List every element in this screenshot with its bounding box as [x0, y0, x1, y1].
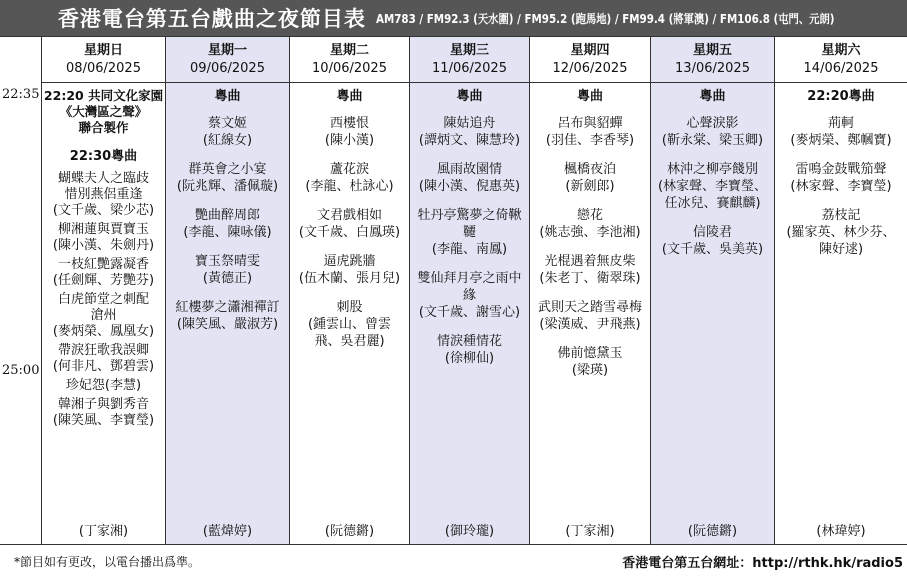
program-title: 陳姑追舟: [443, 116, 496, 131]
program-title: 蝴蝶夫人之臨歧惜別燕侶重逢: [57, 171, 149, 202]
genre-label: 粵曲: [456, 89, 483, 104]
day-date: 10/06/2025: [312, 60, 387, 76]
program-item: [53, 222, 154, 254]
day-column-3: [410, 37, 530, 545]
program-performers: (文千歲、謝雪心): [418, 305, 521, 320]
time-column: [0, 37, 42, 545]
program-performers: (文千歲、白鳳瑛): [298, 225, 401, 240]
program-title: 情淚種情花: [436, 334, 502, 349]
intro-time: 22:20 共同文化家園: [43, 88, 164, 103]
program-title: 紅樓夢之瀟湘禪訂: [175, 300, 280, 315]
day-programs: [775, 83, 907, 545]
program-performers: (任劍輝、芳艷芬): [52, 273, 155, 288]
title-bar: [0, 0, 907, 36]
program-item: [557, 345, 622, 379]
day-date: 08/06/2025: [66, 60, 141, 76]
program-performers: (徐柳仙): [444, 351, 495, 366]
host-name: (阮德鏘): [324, 524, 375, 539]
program-title: 逼虎跳牆: [323, 254, 376, 269]
program-item: [790, 161, 891, 195]
program-title: 刺股: [336, 300, 363, 315]
day-column-4: [530, 37, 651, 545]
day-column-6: [775, 37, 907, 545]
program-title: 戀花: [576, 208, 603, 223]
program-item: [539, 207, 640, 241]
program-title: 白虎節堂之刺配滄州: [57, 292, 149, 323]
program-title: 風雨故園情: [436, 162, 502, 177]
host-name: (林瑋婷): [816, 524, 866, 539]
program-performers: (文千歲、吳美英): [661, 242, 764, 257]
day-programs: [651, 83, 774, 545]
program-performers: (梁漢威、尹飛燕): [539, 317, 641, 332]
program-performers: (文千歲、梁少芯): [52, 203, 155, 218]
day-programs: [410, 83, 529, 545]
program-performers: (朱老丁、衛翠珠): [539, 271, 641, 286]
footer-note: *節目如有更改，以電台播出爲準。: [14, 555, 201, 569]
genre-label: 22:20粵曲: [807, 89, 875, 104]
day-header: [42, 37, 165, 83]
program-item: [175, 299, 279, 333]
program-performers: (李龍、南鳳): [431, 242, 508, 257]
genre-label: 粵曲: [336, 89, 363, 104]
program-item: [53, 257, 154, 289]
program-performers: (伍木蘭、張月兒): [298, 271, 401, 286]
program-performers: (梁瑛): [571, 363, 609, 378]
program-title: 心聲淚影: [686, 116, 739, 131]
day-column-2: [290, 37, 410, 545]
program-performers: (鍾雲山、曾雲飛、吳君麗): [307, 317, 392, 349]
program-title: 武則天之踏雪尋梅: [537, 300, 642, 315]
day-header: [166, 37, 289, 83]
program-item: [203, 115, 252, 149]
program-performers: (陳小漢、倪惠英): [418, 179, 521, 194]
host-name: (丁家湘): [565, 524, 615, 539]
genre-label: 粵曲: [576, 89, 603, 104]
host-name: (丁家湘): [78, 524, 129, 539]
program-item: [66, 378, 141, 394]
program-performers: (羅家英、林少芬、陳好逑): [786, 225, 896, 257]
day-date: 13/06/2025: [675, 60, 750, 76]
program-item: [53, 292, 155, 340]
genre-label: 粵曲: [699, 89, 726, 104]
program-performers: (黃德正): [202, 271, 253, 286]
program-item: [437, 333, 502, 367]
program-item: [325, 115, 374, 149]
program-performers: (林家聲、李寶瑩、任冰兒、賽麒麟): [657, 179, 768, 211]
program-title: 荔枝記: [821, 208, 861, 223]
program-title: 林沖之柳亭餞別: [666, 162, 758, 177]
day-programs: [530, 83, 650, 545]
program-title: 帶淚狂歌我誤卿: [57, 343, 149, 358]
day-name: 星期四: [570, 42, 610, 58]
day-programs: [166, 83, 289, 545]
program-performers: (林家聲、李寶瑩): [790, 179, 892, 194]
program-item: [183, 207, 271, 241]
program-performers: (麥炳榮、鄭幗寶): [790, 133, 892, 148]
day-programs: [290, 83, 409, 545]
program-item: [662, 115, 763, 149]
program-performers: (陳笑風、嚴淑芳): [176, 317, 279, 332]
program-performers: (李龍、陳咏儀): [183, 225, 272, 240]
program-title: 雙仙拜月亭之雨中緣: [417, 271, 522, 303]
program-title: 楓橋夜泊: [563, 162, 616, 177]
intro-block: [44, 88, 163, 136]
day-date: 11/06/2025: [432, 60, 507, 76]
day-date: 12/06/2025: [552, 60, 628, 76]
program-title: 蔡文姬: [207, 116, 247, 131]
program-title: 荊軻: [827, 116, 854, 131]
program-performers: (陳小漢): [324, 133, 375, 148]
program-item: [564, 161, 616, 195]
genre-label: 粵曲: [214, 89, 241, 104]
day-date: 14/06/2025: [803, 60, 879, 76]
program-item: [195, 253, 260, 287]
genre-label: 22:30粵曲: [69, 149, 138, 164]
mid-time: 25:00: [2, 363, 40, 378]
day-name: 星期一: [207, 42, 247, 58]
program-title: 寶玉祭晴雯: [194, 254, 260, 269]
program-title: 柳湘蓮與賈寶玉: [57, 222, 149, 237]
program-performers: (姚志強、李池湘): [539, 225, 641, 240]
program-item: [657, 161, 769, 212]
program-item: [305, 161, 393, 195]
program-item: [546, 115, 634, 149]
program-item: [662, 224, 763, 258]
program-item: [299, 207, 400, 241]
day-header: [775, 37, 907, 83]
host-name: (藍煒婷): [202, 524, 253, 539]
program-title: 牡丹亭驚夢之倚鞦韆: [417, 208, 522, 240]
day-header: [410, 37, 529, 83]
program-item: [790, 115, 891, 149]
program-title: 群英會之小宴: [188, 162, 267, 177]
footer: [0, 544, 907, 576]
day-name: 星期三: [449, 42, 489, 58]
program-item: [177, 161, 278, 195]
program-title: 信陵君: [692, 225, 732, 240]
program-item: [296, 299, 404, 350]
day-header: [651, 37, 774, 83]
day-name: 星期二: [329, 42, 369, 58]
program-performers: (李龍、杜詠心): [305, 179, 394, 194]
start-time: 22:35: [2, 87, 40, 102]
program-item: [781, 207, 901, 258]
day-column-1: [166, 37, 290, 545]
program-item: [539, 253, 640, 287]
program-item: [299, 253, 400, 287]
program-title: 光棍遇着無皮柴: [544, 254, 636, 269]
program-title: 文君戲相如: [316, 208, 382, 223]
program-title: 呂布與貂蟬: [557, 116, 623, 131]
program-item: [538, 299, 642, 333]
intro-title: 《大灣區之聲》: [59, 104, 148, 119]
day-name: 星期日: [83, 42, 123, 58]
program-performers: (新劍郎): [565, 179, 615, 194]
program-performers: (何非凡、鄧碧雲): [52, 359, 155, 374]
program-item: [419, 161, 520, 195]
program-performers: (譚炳文、陳慧玲): [418, 133, 521, 148]
day-name: 星期五: [692, 42, 732, 58]
program-title: 珍妃怨(李慧): [65, 378, 142, 393]
host-name: (阮德鏘): [687, 524, 738, 539]
program-item: [416, 207, 524, 258]
program-performers: (阮兆輝、潘佩璇): [176, 179, 279, 194]
program-performers: (麥炳榮、鳳凰女): [52, 324, 155, 339]
program-item: [419, 115, 520, 149]
host-name: (御玲瓏): [444, 524, 495, 539]
day-header: [290, 37, 409, 83]
program-performers: (羽佳、李香琴): [545, 133, 635, 148]
website-link[interactable]: 香港電台第五台網址：http://rthk.hk/radio5: [622, 556, 903, 571]
program-title: 韓湘子與劉秀音: [57, 397, 149, 412]
program-performers: (陳小漢、朱劍丹): [52, 238, 155, 253]
program-item: [53, 397, 154, 429]
program-item: [53, 343, 154, 375]
program-title: 蘆花淚: [329, 162, 369, 177]
program-title: 西樓恨: [329, 116, 369, 131]
day-date: 09/06/2025: [190, 60, 265, 76]
day-column-5: [651, 37, 775, 545]
program-title: 艷曲醉周郎: [194, 208, 260, 223]
program-item: [53, 171, 155, 219]
program-title: 一枝紅艷露凝香: [57, 257, 149, 272]
schedule-grid: [0, 36, 907, 545]
day-header: [530, 37, 650, 83]
page-title: 香港電台第五台戲曲之夜節目表: [57, 7, 366, 31]
program-performers: (靳永棠、梁玉卿): [661, 133, 764, 148]
program-performers: (紅線女): [202, 133, 253, 148]
day-name: 星期六: [821, 42, 861, 58]
program-item: [416, 270, 524, 321]
program-performers: (陳笑風、李寶瑩): [52, 413, 155, 428]
frequency-list: AM783 / FM92.3 (天水圍) / FM95.2 (跑馬地) / FM99.4 (將軍澳) / FM106.8 (屯門、元朗): [375, 11, 835, 26]
intro-note: 聯合製作: [78, 120, 129, 135]
day-programs: [42, 83, 165, 545]
day-column-0: [42, 37, 166, 545]
program-title: 雷鳴金鼓戰笳聲: [795, 162, 887, 177]
program-title: 佛前憶黛玉: [557, 346, 623, 361]
